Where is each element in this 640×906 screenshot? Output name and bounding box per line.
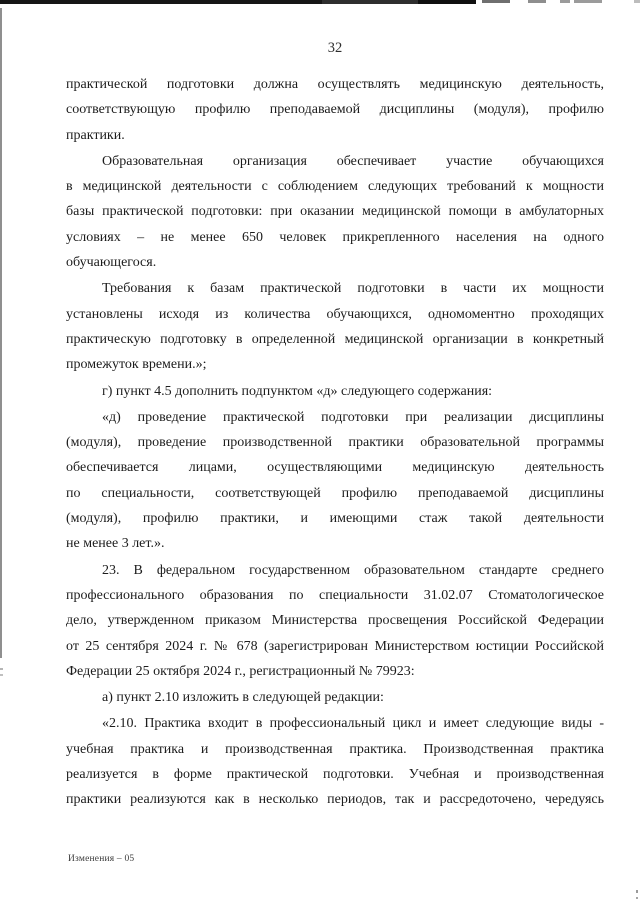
scan-edge-artifact — [0, 674, 3, 676]
text-line: а) пункт 2.10 изложить в следующей редакции: — [102, 690, 384, 706]
scan-edge-artifact — [574, 0, 602, 3]
text-line: профессионального образования по специальности 31.02.07 Стоматологическое — [66, 587, 604, 603]
text-line: по специальности, соответствующей профилю преподаваемой дисциплины — [66, 485, 604, 501]
text-line: дело, утвержденном приказом Министерства просвещения Российской Федерации — [66, 613, 604, 629]
scan-edge-artifact — [560, 0, 570, 3]
text-line: Требования к базам практической подготовки в части их мощности — [102, 281, 604, 297]
document-body-text — [66, 72, 604, 814]
text-line: (модуля), проведение производственной практики образовательной программы — [66, 435, 604, 451]
scan-edge-artifact — [636, 897, 638, 899]
paragraph — [66, 276, 604, 377]
scan-edge-artifact — [322, 0, 418, 4]
text-line: условиях – не менее 650 человек прикрепленного населения на одного — [66, 229, 604, 245]
text-line: обеспечивается лицами, осуществляющими медицинскую деятельность — [66, 460, 604, 476]
text-line: практики реализуются как в несколько периодов, так и рассредоточено, чередуясь — [66, 792, 604, 808]
paragraph — [66, 711, 604, 812]
scan-edge-artifact — [636, 890, 638, 893]
text-line: базы практической подготовки: при оказании медицинской помощи в амбулаторных — [66, 204, 604, 220]
text-line: установлены исходя из количества обучающихся, одномоментно проходящих — [66, 306, 604, 322]
text-line: «д) проведение практической подготовки при реализации дисциплины — [102, 409, 604, 425]
text-line: (модуля), профилю практики, и имеющими стаж такой деятельности — [66, 511, 604, 527]
scan-edge-artifact — [528, 0, 546, 3]
scan-edge-artifact — [482, 0, 510, 3]
text-line: в медицинской деятельности с соблюдением следующих требований к мощности — [66, 179, 604, 195]
text-line: промежуток времени.»; — [66, 357, 207, 373]
paragraph — [66, 149, 604, 275]
footer-revision-mark: Изменения – 05 — [68, 854, 135, 864]
text-line: обучающегося. — [66, 255, 157, 271]
text-line: г) пункт 4.5 дополнить подпунктом «д» следующего содержания: — [102, 383, 493, 399]
text-line: Федерации 25 октября 2024 г., регистрационный № 79923: — [66, 663, 415, 679]
scan-edge-artifact — [418, 0, 476, 4]
text-line: реализуется в форме практической подготовки. Учебная и производственная — [66, 767, 604, 783]
scan-edge-artifact — [0, 0, 322, 4]
paragraph — [66, 685, 604, 710]
text-line: учебная практика и производственная практика. Производственная практика — [66, 741, 604, 757]
text-line: Образовательная организация обеспечивает участие обучающихся — [102, 153, 604, 169]
text-line: не менее 3 лет.». — [66, 536, 165, 552]
text-line: 23. В федеральном государственном образовательном стандарте среднего — [102, 562, 604, 578]
scan-edge-artifact — [0, 8, 2, 658]
text-line: «2.10. Практика входит в профессиональный цикл и имеет следующие виды - — [102, 716, 604, 732]
paragraph — [66, 558, 604, 684]
page-number: 32 — [327, 40, 343, 56]
scan-edge-artifact — [634, 0, 640, 3]
text-line: практическую подготовку в определенной медицинской организации в конкретный — [66, 331, 604, 347]
text-line: практической подготовки должна осуществлять медицинскую деятельность, — [66, 77, 604, 92]
scan-edge-artifact — [0, 668, 3, 670]
paragraph — [66, 72, 604, 148]
text-line: практики. — [66, 127, 125, 143]
paragraph — [66, 405, 604, 557]
paragraph — [66, 379, 604, 404]
text-line: соответствующую профилю преподаваемой дисциплины (модуля), профилю — [66, 102, 604, 118]
text-line: от 25 сентября 2024 г. № 678 (зарегистрирован Министерством юстиции Российской — [66, 638, 604, 654]
